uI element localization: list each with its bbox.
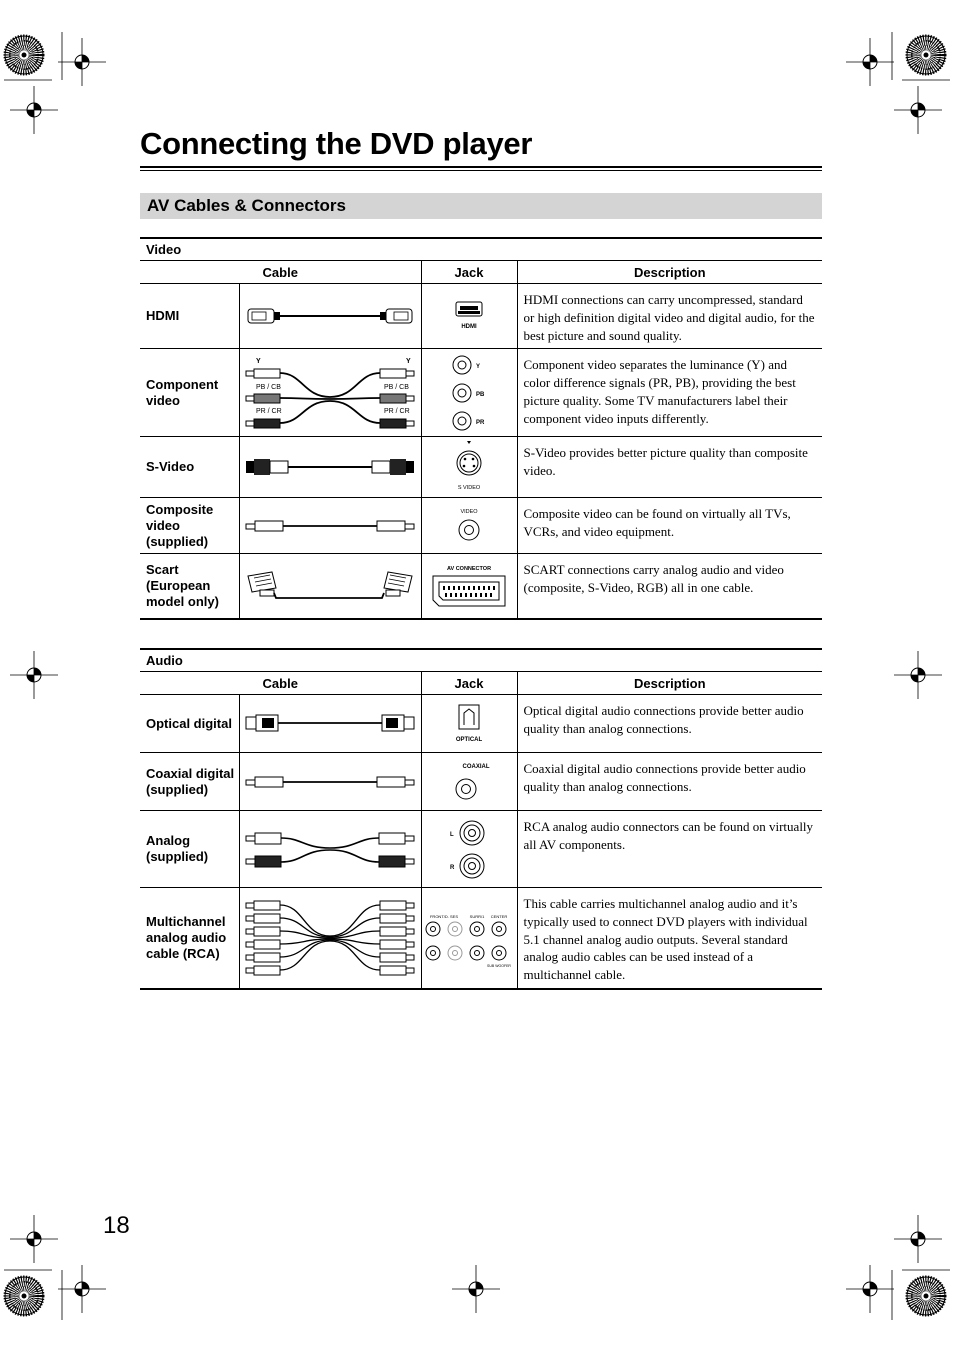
jack-label-y: Y [476, 363, 481, 370]
coaxial-jack [421, 753, 517, 811]
group-label-video: Video [140, 238, 822, 261]
hdmi-jack-label: HDMI [461, 324, 477, 331]
svideo-jack [421, 437, 517, 498]
cable-name: Component video [140, 349, 239, 437]
scart-jack-label: AV CONNECTOR [446, 566, 492, 573]
row-description: RCA analog audio connectors can be found on virtually all AV components. [517, 811, 822, 888]
table-row [140, 753, 822, 811]
hdmi-jack [421, 284, 517, 349]
table-row [140, 695, 822, 753]
header-cable: Cable [140, 672, 421, 695]
svideo-cable-illustration [239, 437, 421, 498]
cable-label-pb-right: PB / CB [384, 383, 409, 391]
page-number: 18 [103, 1212, 130, 1239]
coaxial-jack-label: COAXIAL [462, 763, 490, 770]
optical-cable-illustration [239, 695, 421, 753]
jack-label-l: L [450, 832, 454, 838]
optical-jack-label: OPTICAL [455, 736, 483, 743]
section-header [140, 193, 822, 219]
video-table [140, 237, 822, 620]
hdmi-cable-illustration [239, 284, 421, 349]
row-description: HDMI connections can carry uncompressed, standard or high definition digital video and digital audio, for the best picture and sound quality. [517, 284, 822, 349]
table-row [140, 437, 822, 498]
section-title: AV Cables & Connectors [147, 196, 347, 215]
coaxial-cable-illustration [239, 753, 421, 811]
header-jack: Jack [421, 672, 517, 695]
cable-label-y: Y [256, 357, 261, 365]
table-row [140, 554, 822, 619]
row-description: Coaxial digital audio connections provide better audio quality than analog connections. [517, 753, 822, 811]
component-cable-illustration [239, 349, 421, 437]
optical-jack [421, 695, 517, 753]
row-description: Composite video can be found on virtually all TVs, VCRs, and video equipment. [517, 498, 822, 554]
table-header-row [140, 261, 822, 284]
cable-name: HDMI [140, 284, 239, 349]
cable-label-pr-right: PR / CR [384, 407, 410, 415]
row-description: Component video separates the luminance (Y) and color difference signals (PR, PB), providing the best picture quality. Some TV manufacturers label their component video inputs differently. [517, 349, 822, 437]
cable-name: S-Video [140, 437, 239, 498]
title-rule [140, 166, 822, 168]
cable-label-pb: PB / CB [256, 383, 281, 391]
scart-jack [421, 554, 517, 619]
table-row [140, 349, 822, 437]
table-group-header [140, 649, 822, 672]
table-row [140, 284, 822, 349]
jack-label-subwoofer: SUB WOOFER [487, 963, 511, 968]
header-jack: Jack [421, 261, 517, 284]
scart-cable-illustration [239, 554, 421, 619]
cable-name: Optical digital [140, 695, 239, 753]
page-title: Connecting the DVD player [140, 126, 533, 161]
cable-name: Composite video (supplied) [140, 498, 239, 554]
cable-name: Scart (European model only) [140, 554, 239, 619]
table-group-header [140, 238, 822, 261]
svideo-jack-label: S VIDEO [457, 485, 481, 492]
composite-jack [421, 498, 517, 554]
row-description: SCART connections carry analog audio and video (composite, S-Video, RGB) all in one cable. [517, 554, 822, 619]
table-row [140, 888, 822, 989]
group-label-audio: Audio [140, 649, 822, 672]
cable-name: Coaxial digital (supplied) [140, 753, 239, 811]
composite-jack-label: VIDEO [460, 508, 478, 515]
cable-label-y-right: Y [406, 357, 411, 365]
jack-label-front: FRONT/D. SES [429, 913, 459, 919]
multichannel-cable-illustration [239, 888, 421, 989]
jack-label-r: R [450, 865, 455, 871]
jack-label-surr: SURR/1 [469, 913, 485, 919]
row-description: This cable carries multichannel analog audio and it’s typically used to connect DVD players with individual 5.1 channel analog audio outputs. Several standard analog audio cables can be used instead of a multichannel cable. [517, 888, 822, 989]
component-jacks [421, 349, 517, 437]
table-header-row [140, 672, 822, 695]
cable-label-pr: PR / CR [256, 407, 282, 415]
analog-cable-illustration [239, 811, 421, 888]
jack-label-pr: PR [476, 419, 485, 426]
header-description: Description [517, 261, 822, 284]
header-cable: Cable [140, 261, 421, 284]
analog-jacks [421, 811, 517, 888]
table-row [140, 498, 822, 554]
row-description: Optical digital audio connections provide better audio quality than analog connections. [517, 695, 822, 753]
audio-table [140, 648, 822, 990]
composite-cable-illustration [239, 498, 421, 554]
header-description: Description [517, 672, 822, 695]
cable-name: Multichannel analog audio cable (RCA) [140, 888, 239, 989]
cable-name: Analog (supplied) [140, 811, 239, 888]
table-row [140, 811, 822, 888]
multichannel-jacks [421, 888, 517, 989]
title-rule-thin [140, 170, 822, 171]
jack-label-pb: PB [476, 391, 485, 398]
jack-label-center: CENTER [490, 913, 508, 919]
row-description: S-Video provides better picture quality than composite video. [517, 437, 822, 498]
